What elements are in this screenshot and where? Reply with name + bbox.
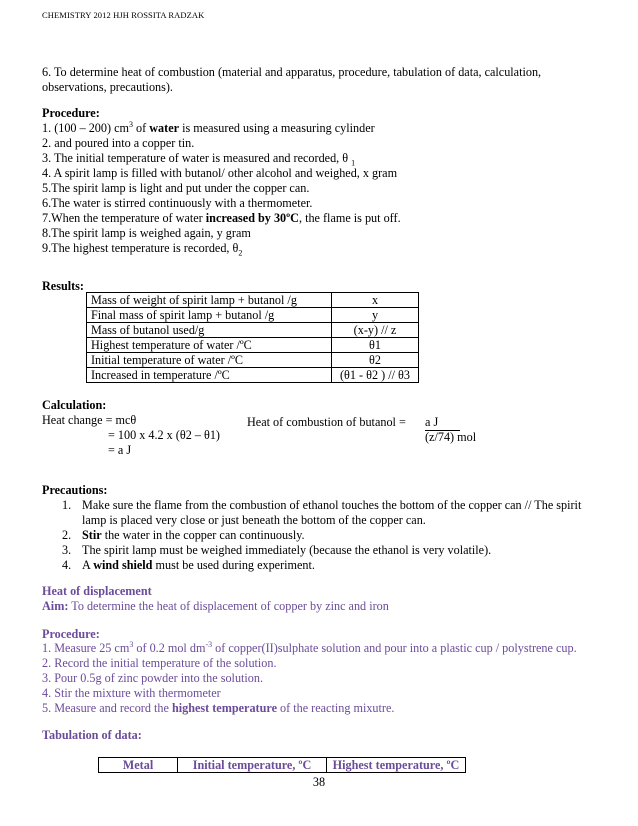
precautions-list <box>42 498 602 573</box>
col-header-initial-temp: Initial temperature, ºC <box>178 758 327 773</box>
calc-line-1: Heat change = mcθ <box>42 413 137 427</box>
list-item: 2. Stir the water in the copper can continuously. <box>62 528 305 542</box>
table-row: Increased in temperature /ºC (θ1 - θ2 ) // θ3 <box>87 368 419 383</box>
table-row: Highest temperature of water /ºC θ1 <box>87 338 419 353</box>
calc-line-3: = a J <box>108 443 132 457</box>
procedure-step-4: 4. A spirit lamp is filled with butanol/ other alcohol and weighed, x gram <box>42 166 398 180</box>
col-header-highest-temp: Highest temperature, ºC <box>327 758 466 773</box>
list-item: 3. The spirit lamp must be weighed immediately (because the ethanol is very volatile). <box>62 543 492 557</box>
displacement-heading: Heat of displacement <box>42 584 152 598</box>
combustion-label: Heat of combustion of butanol = <box>247 415 406 429</box>
procedure-heading: Procedure: <box>42 106 100 120</box>
list-item: 4. A wind shield must be used during experiment. <box>62 558 315 572</box>
displacement-step-2: 2. Record the initial temperature of the solution. <box>42 656 277 670</box>
precautions-heading: Precautions: <box>42 483 108 497</box>
displacement-aim: Aim: To determine the heat of displacement of copper by zinc and iron <box>42 599 389 613</box>
procedure-step-2: 2. and poured into a copper tin. <box>42 136 195 150</box>
displacement-procedure-list <box>42 641 577 716</box>
table-row <box>99 758 466 773</box>
calc-line-2: = 100 x 4.2 x (θ2 – θ1) <box>108 428 220 442</box>
displacement-step-4: 4. Stir the mixture with thermometer <box>42 686 221 700</box>
intro-paragraph: 6. To determine heat of combustion (material and apparatus, procedure, tabulation of data, calculation, observations, precautions). <box>42 65 542 94</box>
procedure-step-1: 1. (100 – 200) $cm^3$ of water is measured using a measuring cylinder <box>42 119 375 135</box>
displacement-step-5: 5. Measure and record the highest temperature of the reacting mixutre. <box>42 701 395 715</box>
tabulation-heading: Tabulation of data: <box>42 728 142 742</box>
displacement-step-1: 1. Measure 25 $cm^3$ of 0.2 mol $dm^{-3}$ of copper(II)sulphate solution and pour into a plastic cup / polystrene cup. <box>42 639 577 655</box>
procedure-step-6: 6.The water is stirred continuously with a thermometer. <box>42 196 313 210</box>
combustion-numerator: a J <box>425 415 460 431</box>
table-row: Mass of butanol used/g (x-y) // z <box>87 323 419 338</box>
procedure-step-3: 3. The initial temperature of water is measured and recorded, θ $_1$ <box>42 151 356 168</box>
table-row: Initial temperature of water /ºC θ2 <box>87 353 419 368</box>
list-item: 1. Make sure the flame from the combustion of ethanol touches the bottom of the copper can // The spirit lamp is placed very close or just beneath the bottom of the copper can. <box>62 498 582 527</box>
procedure-step-5: 5.The spirit lamp is light and put under the copper can. <box>42 181 310 195</box>
page-number: 38 <box>312 775 326 789</box>
calculation-heading: Calculation: <box>42 398 107 412</box>
col-header-metal: Metal <box>99 758 178 773</box>
table-row: Final mass of spirit lamp + butanol /g y <box>87 308 419 323</box>
procedure-step-8: 8.The spirit lamp is weighed again, y gram <box>42 226 251 240</box>
procedure-step-7: 7.When the temperature of water increased by 30ºC, the flame is put off. <box>42 211 401 225</box>
procedure-step-9: 9.The highest temperature is recorded, $\theta_2$ <box>42 241 243 258</box>
combustion-denominator: (z/74) mol <box>425 430 477 444</box>
results-table <box>86 292 419 383</box>
results-heading: Results: <box>42 279 84 293</box>
procedure-list <box>42 121 401 256</box>
table-row: Mass of weight of spirit lamp + butanol /g x <box>87 293 419 308</box>
displacement-procedure-heading: Procedure: <box>42 627 100 641</box>
displacement-step-3: 3. Pour 0.5g of zinc powder into the solution. <box>42 671 264 685</box>
page-header: CHEMISTRY 2012 HJH ROSSITA RADZAK <box>42 10 205 20</box>
displacement-table <box>98 757 466 773</box>
